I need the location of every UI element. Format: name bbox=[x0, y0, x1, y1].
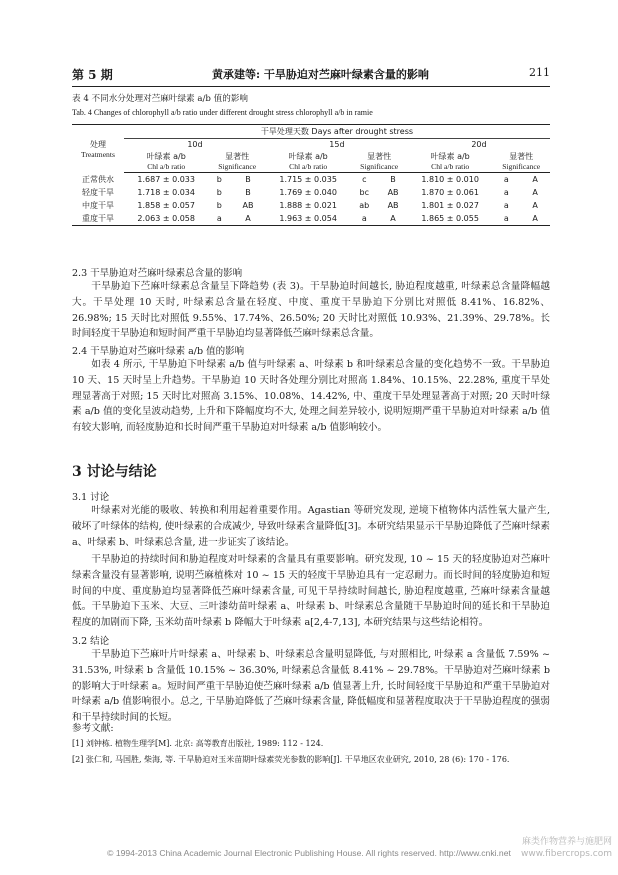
reference-item: [1] 刘钟栋. 植物生理学[M]. 北京: 高等教育出版社, 1989: 112 - 124. bbox=[72, 739, 324, 748]
chl-ratio-header: 叶绿素 a/b Chl a/b ratio bbox=[408, 150, 492, 173]
discussion-paragraph-1: 叶绿素对光能的吸收、转换和利用起着重要作用。Agastian 等研究发现, 逆境下植物体内活性氧大量产生, 破坏了叶绿体的结构, 使叶绿素的合成减少, 导致叶绿素含量降低[3]。本研究结果显示干旱胁迫降低了苎麻叶绿素 a、叶绿素 b、叶绿素总含量, 进一步证实了该结论。 bbox=[72, 505, 550, 548]
table-row: 重度干旱 2.063 ± 0.058 a A 1.963 ± 0.054 a A 1.865 ± 0.055 a A bbox=[72, 212, 550, 226]
watermark: 麻类作物营养与施肥网 www.fibercrops.com bbox=[521, 837, 612, 859]
treatments-header: 处理 Treatments bbox=[72, 125, 124, 173]
table-row: 正常供水 1.687 ± 0.033 b B 1.715 ± 0.035 c B 1.810 ± 0.010 a A bbox=[81, 174, 538, 184]
chl-ratio-header: 叶绿素 a/b Chl a/b ratio bbox=[266, 150, 350, 173]
issue-number: 第 5 期 bbox=[72, 68, 113, 82]
significance-header: 显著性 Significance bbox=[208, 150, 266, 173]
day-10-header: 10d bbox=[187, 140, 203, 149]
col-group-header: 干旱处理天数 Days after drought stress bbox=[124, 125, 550, 139]
section-2-3-text: 干旱胁迫下苎麻叶绿素总含量呈下降趋势 (表 3)。干旱胁迫时间越长, 胁迫程度越重, 叶绿素总含量降幅越大。干旱处理 10 天时, 叶绿素总含量在轻度、中度、重度干旱胁迫下分别比对照低 8.41%、16.82%、26.98%; 15 天时比对照低 9.55%、17.74%、26.50%; 20 天时比对照低 10.93%、21.39%、29.78%。长时间轻度干旱胁迫和短时间严重干旱胁迫均显著降低苎麻叶绿素总含量。 bbox=[72, 281, 550, 340]
section-3-title: 3 讨论与结论 bbox=[72, 464, 157, 480]
copyright-footer: © 1994-2013 China Academic Journal Electronic Publishing House. All rights reserved. http://www.cnki.net bbox=[107, 848, 511, 858]
section-2-4-text: 如表 4 所示, 干旱胁迫下叶绿素 a/b 值与叶绿素 a、叶绿素 b 和叶绿素总含量的变化趋势不一致。干旱胁迫 10 天、15 天时呈上升趋势。干旱胁迫 10 天时各处理分别比对照高 1.84%、10.15%、22.28%, 重度干旱处理显著高于对照; 15 天时比对照高 3.15%、10.08%、14.42%, 中、重度干旱处理显著高于对照; 20 天时叶绿素 a/b 值的变化呈波动趋势, 上升和下降幅度均不大, 处理之间差异较小, 说明短期严重干旱胁迫对叶绿素 a/b 值有较大影响, 而轻度胁迫和长时间严重干旱胁迫对叶绿素 a/b 值影响较小。 bbox=[72, 359, 550, 434]
references-title: 参考文献: bbox=[72, 723, 114, 734]
day-15-header: 15d bbox=[329, 140, 345, 149]
table-caption-en: Tab. 4 Changes of chlorophyll a/b ratio under different drought stress chlorophyll a/b in ramie bbox=[72, 108, 373, 117]
conclusion-paragraph: 干旱胁迫下苎麻叶片叶绿素 a、叶绿素 b、叶绿素总含量明显降低, 与对照相比, 叶绿素 a 含量低 7.59% ~ 31.53%, 叶绿素 b 含量低 10.15% ~ 36.30%, 叶绿素总含量低 8.41% ~ 29.78%。干旱胁迫对苎麻叶绿素 b 的影响大于叶绿素 a。短时间严重干旱胁迫使苎麻叶绿素 a/b 值显著上升, 长时间轻度干旱胁迫和严重干旱胁迫对叶绿素 a/b 值影响很小。总之, 干旱胁迫降低了苎麻叶绿素含量, 降低幅度和显著程度取决于干旱胁迫程度的强弱和干旱持续时间的长短。 bbox=[72, 649, 550, 724]
reference-item: [2] 张仁和, 马国胜, 柴海, 等. 干旱胁迫对玉米苗期叶绿素荧光参数的影响[J]. 干旱地区农业研究, 2010, 28 (6): 170 - 176. bbox=[72, 755, 510, 764]
significance-header: 显著性 Significance bbox=[492, 150, 550, 173]
chl-ratio-header: 叶绿素 a/b Chl a/b ratio bbox=[124, 150, 208, 173]
section-2-3-title: 2.3 干旱胁迫对苎麻叶绿素总含量的影响 bbox=[72, 268, 243, 279]
page-number: 211 bbox=[529, 66, 550, 79]
header-rule bbox=[72, 86, 550, 87]
section-2-4-title: 2.4 干旱胁迫对苎麻叶绿素 a/b 值的影响 bbox=[72, 346, 245, 357]
running-header bbox=[72, 66, 550, 84]
day-20-header: 20d bbox=[471, 140, 487, 149]
section-3-2-title: 3.2 结论 bbox=[72, 636, 110, 647]
table-4 bbox=[72, 124, 550, 226]
running-title: 黄承建等: 干旱胁迫对苎麻叶绿素含量的影响 bbox=[212, 68, 429, 81]
table-caption-cn: 表 4 不同水分处理对苎麻叶绿素 a/b 值的影响 bbox=[72, 94, 249, 104]
significance-header: 显著性 Significance bbox=[350, 150, 408, 173]
table-row: 中度干旱 1.858 ± 0.057 b AB 1.888 ± 0.021 ab AB 1.801 ± 0.027 a A bbox=[81, 200, 538, 210]
discussion-paragraph-2: 干旱胁迫的持续时间和胁迫程度对叶绿素的含量具有重要影响。研究发现, 10 ~ 15 天的轻度胁迫对苎麻叶绿素含量没有显著影响, 说明苎麻植株对 10 ~ 15 天的轻度干旱胁迫具有一定忍耐力。而长时间的轻度胁迫和短时间的中度、重度胁迫均显著降低苎麻叶绿素含量, 可见干旱持续时间越长, 胁迫程度越重, 苎麻叶绿素含量越低。干旱胁迫下玉米、大豆、三叶漆幼苗叶绿素 a、叶绿素 b、叶绿素总含量随干旱胁迫时间的延长和干旱胁迫程度的加剧而下降, 玉米幼苗叶绿素 b 降幅大于叶绿素 a[2,4-7,13], 本研究结果与这些结论相符。 bbox=[72, 554, 550, 629]
table-row: 轻度干旱 1.718 ± 0.034 b B 1.769 ± 0.040 bc AB 1.870 ± 0.061 a A bbox=[81, 187, 538, 197]
section-3-1-title: 3.1 讨论 bbox=[72, 492, 110, 503]
